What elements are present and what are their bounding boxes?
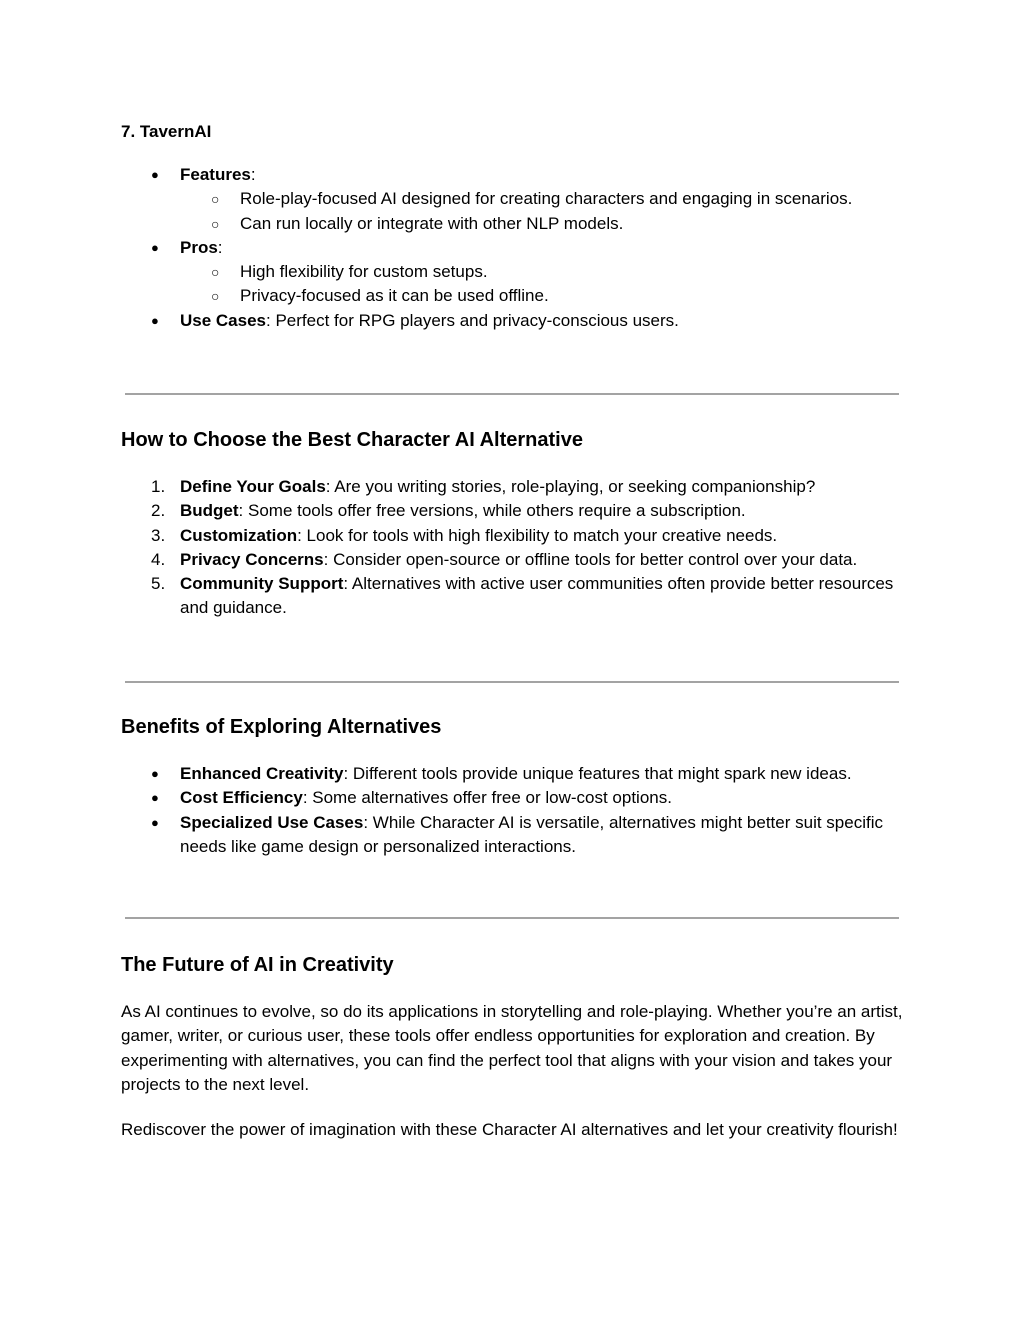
use-cases-text: : Perfect for RPG players and privacy-conscious users. (266, 310, 679, 330)
item-text: : Alternatives with active user communities often provide better resources and guidance. (180, 574, 894, 618)
tavernai-title: 7. TavernAI (121, 122, 212, 141)
list-item (121, 548, 901, 572)
features-item-text: Role-play-focused AI designed for creating characters and engaging in scenarios. (240, 189, 853, 209)
list-item (121, 762, 901, 786)
item-text: : Some alternatives offer free or low-cost options. (302, 788, 672, 808)
list-item (121, 786, 901, 810)
item-label: Define Your Goals (180, 477, 326, 496)
list-item (180, 284, 901, 308)
features-item-text: Can run locally or integrate with other NLP models. (240, 213, 624, 233)
pros-sublist (180, 260, 901, 309)
pros-label: Pros (180, 237, 218, 257)
item-label: Privacy Concerns (180, 549, 324, 569)
list-item (180, 212, 901, 236)
list-item (180, 187, 901, 211)
item-text: : While Character AI is versatile, alternatives might better suit specific needs like game design or personalized interactions. (180, 812, 883, 856)
list-item (121, 524, 901, 548)
horizontal-divider (125, 681, 899, 683)
item-text: : Are you writing stories, role-playing, or seeking companionship? (325, 477, 816, 496)
benefits-list (121, 762, 901, 859)
pros-item-text: Privacy-focused as it can be used offline. (240, 286, 549, 306)
features-sublist (180, 187, 901, 236)
tavernai-list (121, 163, 901, 333)
circle-bullet-icon: ○ (211, 191, 220, 208)
horizontal-divider (125, 917, 899, 919)
list-item (121, 475, 901, 499)
choose-heading: How to Choose the Best Character AI Alternative (121, 429, 583, 451)
item-label: Specialized Use Cases (180, 812, 364, 832)
list-item (121, 811, 901, 860)
bullet-icon: ● (151, 312, 159, 328)
bullet-icon: ● (151, 814, 159, 830)
future-heading: The Future of AI in Creativity (121, 954, 394, 976)
pros-suffix: : (217, 237, 223, 257)
list-item-use-cases (121, 309, 901, 333)
list-item-pros (121, 236, 901, 309)
circle-bullet-icon: ○ (211, 215, 220, 232)
list-item (180, 260, 901, 284)
list-item (121, 499, 901, 523)
future-paragraph-1: As AI continues to evolve, so do its applications in storytelling and role-playing. Whether you’re an artist, gamer, writer, or curious user, these tools offer endless opportunities for exploration and creation. By experimenting with alternatives, you can find the perfect tool that aligns with your vision and takes your projects to the next level. (121, 1002, 903, 1094)
use-cases-label: Use Cases (180, 310, 267, 330)
horizontal-divider (125, 393, 899, 395)
circle-bullet-icon: ○ (211, 288, 220, 305)
item-label: Budget (180, 501, 239, 521)
item-label: Cost Efficiency (180, 788, 303, 808)
bullet-icon: ● (151, 766, 159, 781)
choose-list (121, 475, 901, 621)
item-text: : Look for tools with high flexibility to match your creative needs. (297, 525, 778, 545)
item-label: Customization (180, 525, 298, 545)
item-text: : Different tools provide unique features that might spark new ideas. (343, 764, 852, 783)
item-text: : Consider open-source or offline tools for better control over your data. (323, 549, 858, 569)
list-number: 4. (151, 549, 166, 569)
pros-item-text: High flexibility for custom setups. (240, 262, 488, 282)
list-number: 2. (151, 501, 166, 521)
list-number: 5. (151, 574, 166, 594)
features-label: Features (180, 165, 251, 184)
future-paragraph-2: Rediscover the power of imagination with these Character AI alternatives and let your creativity flourish! (121, 1120, 898, 1139)
list-number: 1. (151, 477, 166, 496)
list-item-features (121, 163, 901, 236)
benefits-heading: Benefits of Exploring Alternatives (121, 716, 442, 738)
bullet-icon: ● (151, 790, 159, 806)
features-suffix: : (250, 165, 256, 184)
item-label: Enhanced Creativity (180, 764, 344, 783)
list-item (121, 572, 901, 621)
item-text: : Some tools offer free versions, while others require a subscription. (238, 501, 746, 521)
item-label: Community Support (180, 574, 344, 594)
circle-bullet-icon: ○ (211, 264, 220, 281)
list-number: 3. (151, 525, 166, 545)
bullet-icon: ● (151, 167, 159, 182)
bullet-icon: ● (151, 239, 159, 255)
